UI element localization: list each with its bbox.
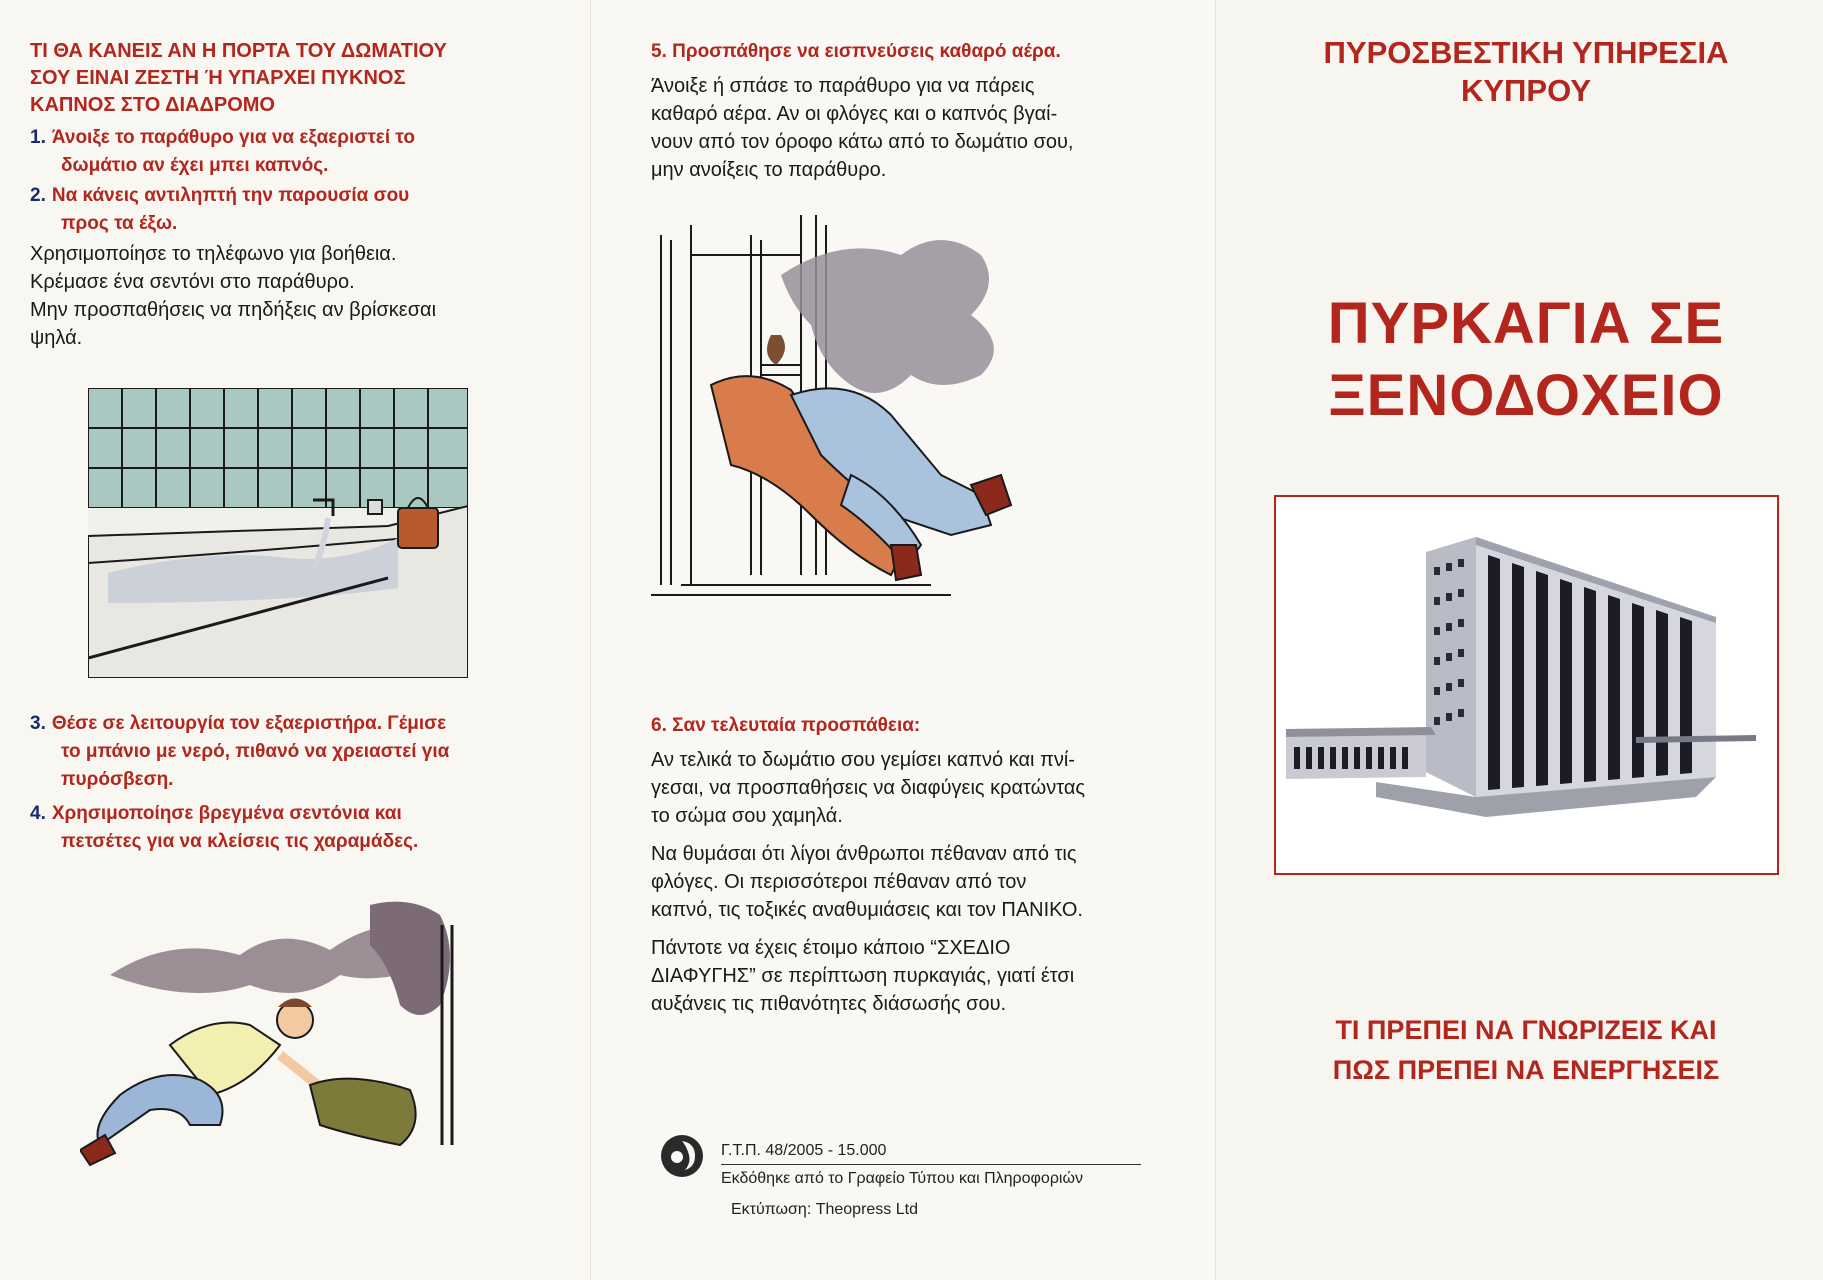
left-instructions	[30, 240, 580, 352]
left-heading-line: ΚΑΠΝΟΣ ΣΤΟ ΔΙΑΔΡΟΜΟ	[30, 94, 275, 116]
text-line: ΔΙΑΦΥΓΗΣ” σε περίπτωση πυρκαγιάς, γιατί έτσι	[651, 965, 1075, 987]
instruction-line: Μην προσπαθήσεις να πηδήξεις αν βρίσκεσαι	[30, 299, 437, 321]
step-text: Χρησιμοποίησε βρεγμένα σεντόνια και	[51, 803, 402, 824]
step-text: πετσέτες για να κλείσεις τις χαραμάδες.	[61, 831, 419, 852]
text-line: καπνό, τις τοξικές αναθυμιάσεις και τον ΠΑΝΙΚΟ.	[651, 899, 1083, 921]
left-heading-line: ΤΙ ΘΑ ΚΑΝΕΙΣ ΑΝ Η ΠΟΡΤΑ ΤΟΥ ΔΩΜΑΤΙΟΥ	[30, 40, 447, 62]
step-6-paragraph-2	[651, 840, 1211, 924]
step-text: Θέσε σε λειτουργία τον εξαεριστήρα. Γέμισε	[51, 713, 447, 734]
left-heading	[30, 38, 570, 119]
step-number: 2.	[30, 185, 46, 206]
text-line: νουν από τον όροφο κάτω από το δωμάτιο σου,	[651, 131, 1074, 153]
text-line: μην ανοίξεις το παράθυρο.	[651, 159, 887, 181]
step-text: το μπάνιο με νερό, πιθανό να χρειαστεί για	[61, 741, 450, 762]
step-number: 4.	[30, 803, 46, 824]
issued-by: Εκδόθηκε από το Γραφείο Τύπου και Πληροφοριών	[721, 1170, 1083, 1187]
instruction-line: Χρησιμοποίησε το τηλέφωνο για βοήθεια.	[30, 243, 397, 265]
step-text: πυρόσβεση.	[61, 769, 174, 790]
window-escape-illustration	[651, 215, 1071, 675]
press-office-logo	[659, 1133, 705, 1179]
left-heading-line: ΣΟΥ ΕΙΝΑΙ ΖΕΣΤΗ Ή ΥΠΑΡΧΕΙ ΠΥΚΝΟΣ	[30, 67, 406, 89]
step-6-paragraph-3	[651, 934, 1211, 1018]
footer-divider	[721, 1164, 1141, 1165]
step-3	[30, 710, 580, 794]
instruction-line: ψηλά.	[30, 327, 83, 349]
step-text: προς τα έξω.	[61, 213, 178, 234]
instruction-line: Κρέμασε ένα σεντόνι στο παράθυρο.	[30, 271, 355, 293]
step-5-text	[651, 72, 1206, 184]
step-number: 3.	[30, 713, 46, 734]
publication-code: Γ.Τ.Π. 48/2005 - 15.000	[721, 1142, 887, 1159]
hotel-building-illustration	[1276, 497, 1777, 873]
text-line: αυξάνεις τις πιθανότητες διάσωσής σου.	[651, 993, 1007, 1015]
text-line: φλόγες. Οι περισσότεροι πέθαναν από τον	[651, 871, 1027, 893]
step-4	[30, 800, 580, 856]
text-line: Να θυμάσαι ότι λίγοι άνθρωποι πέθαναν από τις	[651, 843, 1077, 865]
printer-credit: Εκτύπωση: Theopress Ltd	[731, 1201, 918, 1218]
text-line: Πάντοτε να έχεις έτοιμο κάποιο “ΣΧΕΔΙΟ	[651, 937, 1011, 959]
cover-title	[1236, 288, 1816, 432]
text-line: γεσαι, να προσπαθήσεις να διαφύγεις κρατώντας	[651, 777, 1086, 799]
step-2	[30, 182, 580, 238]
step-5-title: 5. Προσπάθησε να εισπνεύσεις καθαρό αέρα.	[651, 41, 1061, 62]
middle-panel	[590, 0, 1215, 1280]
organization-name	[1256, 34, 1796, 110]
left-panel	[0, 0, 590, 1280]
step-1	[30, 124, 580, 180]
step-6-title: 6. Σαν τελευταία προσπάθεια:	[651, 715, 921, 736]
organization-line: ΚΥΠΡΟΥ	[1460, 73, 1592, 108]
step-text: Να κάνεις αντιληπτή την παρουσία σου	[51, 185, 410, 206]
cover-subtitle	[1246, 1010, 1806, 1090]
text-line: το σώμα σου χαμηλά.	[651, 805, 843, 827]
organization-line: ΠΥΡΟΣΒΕΣΤΙΚΗ ΥΠΗΡΕΣΙΑ	[1323, 35, 1729, 70]
cover-title-line: ΞΕΝΟΔΟΧΕΙΟ	[1328, 363, 1724, 428]
step-text: Άνοιξε το παράθυρο για να εξαεριστεί το	[51, 127, 415, 148]
cover-title-line: ΠΥΡΚΑΓΙΑ ΣΕ	[1327, 291, 1725, 356]
cover-subtitle-line: ΤΙ ΠΡΕΠΕΙ ΝΑ ΓΝΩΡΙΖΕΙΣ ΚΑΙ	[1335, 1015, 1717, 1045]
cover-subtitle-line: ΠΩΣ ΠΡΕΠΕΙ ΝΑ ΕΝΕΡΓΗΣΕΙΣ	[1332, 1055, 1720, 1085]
step-text: δωμάτιο αν έχει μπει καπνός.	[61, 155, 329, 176]
text-line: καθαρό αέρα. Αν οι φλόγες και ο καπνός βγαί-	[651, 103, 1058, 125]
step-number: 1.	[30, 127, 46, 148]
text-line: Άνοιξε ή σπάσε το παράθυρο για να πάρεις	[651, 75, 1035, 97]
publication-info	[721, 1141, 1141, 1189]
crawling-person-illustration	[80, 895, 490, 1175]
step-6-paragraph-1	[651, 746, 1211, 830]
cover-panel	[1215, 0, 1823, 1280]
bathtub-illustration	[88, 388, 468, 678]
hotel-image-frame	[1274, 495, 1779, 875]
text-line: Αν τελικά το δωμάτιο σου γεμίσει καπνό και πνί-	[651, 749, 1075, 771]
